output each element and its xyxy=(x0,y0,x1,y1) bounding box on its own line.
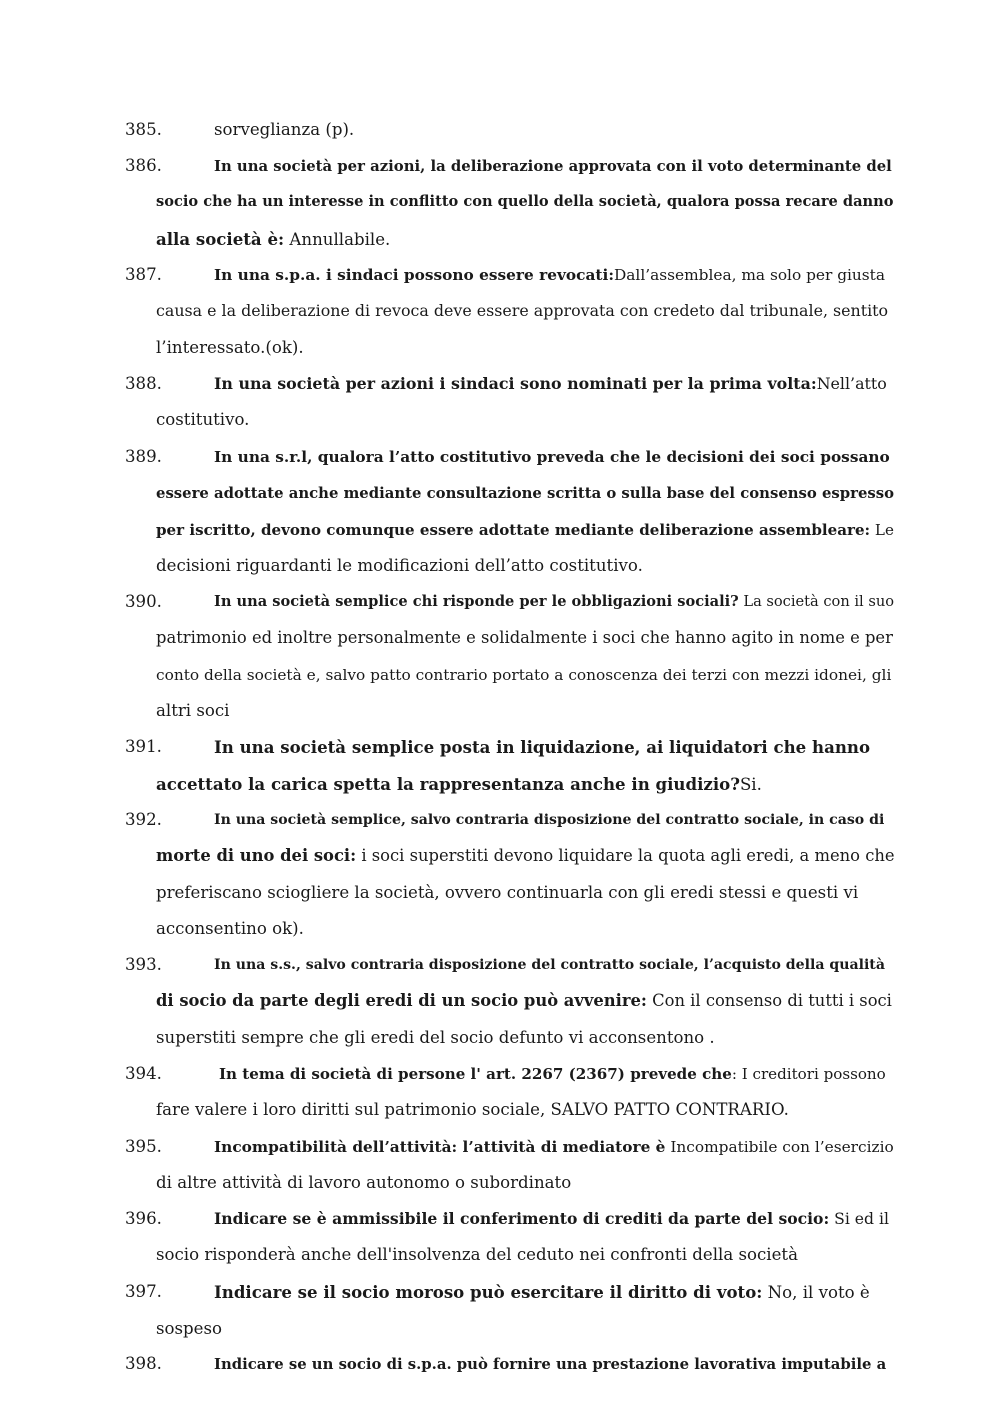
answer-text: Dall’assemblea, ma solo per giusta xyxy=(613,266,885,284)
item-number: 386. xyxy=(125,156,162,175)
question-text: socio che ha un interesse in conflitto con quello della società, qualora possa recare danno xyxy=(156,193,894,211)
answer-text: acconsentino ok). xyxy=(156,918,304,938)
answer-text: Le xyxy=(870,520,894,539)
item-number: 393. xyxy=(125,955,162,974)
answer-text: Con il consenso di tutti i soci xyxy=(646,991,892,1011)
answer-text: decisioni riguardanti le modificazioni dell’atto costitutivo. xyxy=(156,555,643,575)
list-item xyxy=(125,257,895,366)
answer-text: Si ed il xyxy=(829,1210,889,1228)
answer-text: socio risponderà anche dell'insolvenza del ceduto nei confronti della società xyxy=(156,1245,798,1265)
answer-text: preferiscano sciogliere la società, ovvero continuarla con gli eredi stessi e questi vi xyxy=(156,882,859,902)
question-text: Indicare se il socio moroso può esercitare il diritto di voto: xyxy=(214,1282,763,1302)
item-number: 387. xyxy=(125,265,162,284)
answer-text: Annullabile. xyxy=(284,229,391,249)
question-text: In una società semplice posta in liquidazione, ai liquidatori che hanno xyxy=(214,737,871,757)
list-item xyxy=(125,148,895,258)
list-item xyxy=(125,729,895,804)
item-number: 395. xyxy=(125,1137,162,1156)
list-item xyxy=(125,802,895,947)
answer-text: Si. xyxy=(739,775,762,795)
list-item xyxy=(125,1056,895,1129)
answer-text: patrimonio ed inoltre personalmente e solidalmente i soci che hanno agito in nome e per xyxy=(156,628,893,648)
item-number: 388. xyxy=(125,374,162,393)
question-text: essere adottate anche mediante consultazione scritta o sulla base del consenso espresso xyxy=(156,484,895,503)
answer-text: costitutivo. xyxy=(156,410,250,430)
answer-text: causa e la deliberazione di revoca deve essere approvata con credeto dal tribunale, sentito xyxy=(156,301,889,321)
answer-text: La società con il suo xyxy=(738,593,895,610)
list-item xyxy=(125,1346,895,1382)
answer-text: di altre attività di lavoro autonomo o subordinato xyxy=(156,1173,572,1193)
item-number: 396. xyxy=(125,1209,162,1228)
question-text: In una società per azioni, la deliberazione approvata con il voto determinante del xyxy=(214,157,892,175)
question-text: In una s.p.a. i sindaci possono essere revocati: xyxy=(214,266,614,284)
list-item xyxy=(125,584,895,729)
question-text: In tema di società di persone l' art. 2267 (2367) prevede che xyxy=(219,1065,732,1083)
list-item xyxy=(125,1201,895,1274)
question-text: accettato la carica spetta la rappresentanza anche in giudizio? xyxy=(156,774,740,795)
question-text: per iscritto, devono comunque essere adottate mediante deliberazione assembleare: xyxy=(156,520,871,539)
answer-text: l’interessato.(ok). xyxy=(156,337,304,357)
question-text: In una s.s., salvo contraria disposizione del contratto sociale, l’acquisto della qualità xyxy=(214,957,885,973)
question-text: Incompatibilità dell’attività: l’attività di mediatore è xyxy=(214,1138,666,1156)
list-item xyxy=(125,1274,895,1348)
list-item xyxy=(125,366,895,439)
question-text: In una società semplice, salvo contraria disposizione del contratto sociale, in caso di xyxy=(214,812,885,828)
answer-text: altri soci xyxy=(156,700,230,720)
item-number: 389. xyxy=(125,447,162,466)
question-text: Indicare se un socio di s.p.a. può fornire una prestazione lavorativa imputabile a xyxy=(214,1355,887,1373)
answer-text: fare valere i loro diritti sul patrimonio sociale, SALVO PATTO CONTRARIO. xyxy=(156,1100,789,1120)
item-number: 391. xyxy=(125,737,162,756)
answer-text: conto della società e, salvo patto contrario portato a conoscenza dei terzi con mezzi idonei, gli xyxy=(156,665,892,684)
answer-text: : I creditori possono xyxy=(731,1065,886,1083)
item-number: 397. xyxy=(125,1282,162,1301)
answer-text: Nell’atto xyxy=(816,374,887,393)
question-text: In una società per azioni i sindaci sono nominati per la prima volta: xyxy=(214,374,817,393)
question-text: di socio da parte degli eredi di un socio può avvenire: xyxy=(156,991,647,1011)
question-text: In una società semplice chi risponde per le obbligazioni sociali? xyxy=(214,593,739,610)
list-item xyxy=(125,1129,895,1202)
item-number: 385. xyxy=(125,120,162,139)
question-text: Indicare se è ammissibile il conferimento di crediti da parte del socio: xyxy=(214,1209,830,1228)
answer-text: i soci superstiti devono liquidare la quota agli eredi, a meno che xyxy=(356,846,895,866)
item-number: 394. xyxy=(125,1064,162,1083)
answer-text: sospeso xyxy=(156,1319,222,1339)
question-text: alla società è: xyxy=(156,228,285,249)
question-text: In una s.r.l, qualora l’atto costitutivo preveda che le decisioni dei soci possano xyxy=(214,448,890,466)
question-text: morte di uno dei soci: xyxy=(156,846,357,866)
answer-text: No, il voto è xyxy=(762,1283,870,1302)
answer-text: superstiti sempre che gli eredi del socio defunto vi acconsentono . xyxy=(156,1027,715,1047)
list-item xyxy=(125,112,895,148)
item-number: 392. xyxy=(125,810,162,829)
list-item xyxy=(125,439,895,584)
list-item xyxy=(125,947,895,1056)
item-number: 390. xyxy=(125,592,162,611)
answer-text: Incompatibile con l’esercizio xyxy=(665,1138,894,1156)
item-number: 398. xyxy=(125,1354,162,1373)
answer-text: sorveglianza (p). xyxy=(214,120,355,139)
